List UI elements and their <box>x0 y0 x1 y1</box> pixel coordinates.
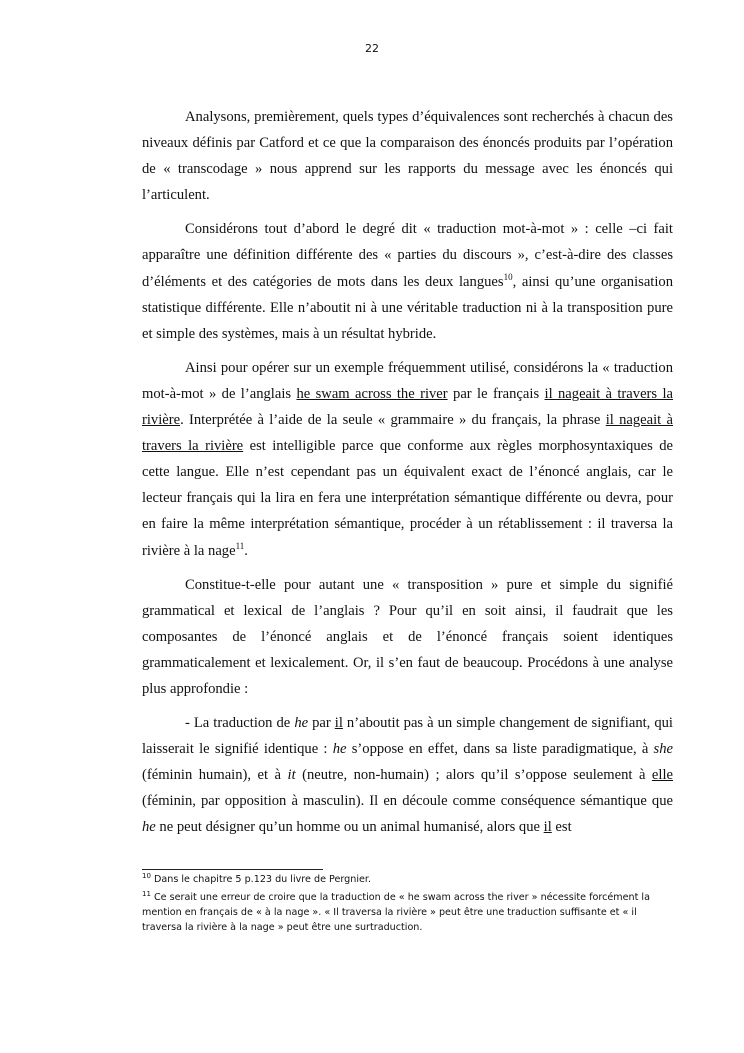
paragraph-3-text-c: . Interprétée à l’aide de la seule « grammaire » du français, la phrase <box>180 412 606 429</box>
paragraph-5-text-f: (neutre, non-humain) ; alors qu’il s’oppose seulement à <box>295 767 652 784</box>
paragraph-5-text-g: (féminin, par opposition à masculin). Il en découle comme conséquence sémantique que <box>142 793 673 810</box>
term-he: he <box>332 741 347 758</box>
paragraph-5-text-h: ne peut désigner qu’un homme ou un animal humanisé, alors que <box>155 819 544 836</box>
body-text <box>142 104 673 849</box>
paragraph-2 <box>142 216 673 346</box>
paragraph-1: Analysons, premièrement, quels types d’équivalences sont recherchés à chacun des niveaux définis par Catford et ce que la comparaison des énoncés produits par l’opération de « transcodage » nous apprend sur les rapports du message avec les énoncés qui l’articulent. <box>142 109 673 204</box>
paragraph-2-text-b: , ainsi qu’une organisation statistique différente. Elle n’aboutit ni à une véritable traduction ni à la transposition pure et simple des systèmes, mais à un résultat hybride. <box>142 273 673 342</box>
term-he: he <box>142 819 156 836</box>
term-it: it <box>287 767 296 784</box>
french-example-phrase-repeat: il nageait à travers la rivière <box>142 412 673 455</box>
french-example-phrase: il nageait à travers la rivière <box>142 385 673 429</box>
paragraph-5-text-c: n’aboutit pas à un simple changement de signifiant, qui laisserait le signifié identique : <box>142 715 673 758</box>
term-il: il <box>543 819 552 836</box>
footnote-number: 11 <box>142 889 151 898</box>
paragraph-3-text-b: par le français <box>447 385 545 402</box>
footnote-separator <box>142 869 323 870</box>
footnote-text: Ce serait une erreur de croire que la traduction de « he swam across the river » nécessite forcément la mention en français de « à la nage ». « Il traversa la rivière » peut être une traduction suffisante et « il traversa la rivière à la nage » peut être une surtraduction. <box>142 892 650 933</box>
term-he: he <box>294 715 309 732</box>
paragraph-5-text-e: (féminin humain), et à <box>142 767 288 784</box>
paragraph-3-text-a: Ainsi pour opérer sur un exemple fréquemment utilisé, considérons la « traduction mot-à-mot » de l’anglais <box>142 359 673 402</box>
paragraph-5-text-i: est <box>551 819 572 836</box>
paragraph-5-text-d: s’oppose en effet, dans sa liste paradigmatique, à <box>346 741 654 758</box>
paragraph-4: Constitue-t-elle pour autant une « transposition » pure et simple du signifié grammatical et lexical de l’anglais ? Pour qu’il en soit ainsi, il faudrait que les composantes de l’énoncé anglais et de l’énoncé français soient identiques grammaticalement et lexicalement. Or, il s’en faut de beaucoup. Procédons à une analyse plus approfondie : <box>142 576 673 697</box>
term-elle: elle <box>651 767 673 784</box>
paragraph-5-text-a: - La traduction de <box>185 715 295 732</box>
footnote-ref-11: 11 <box>235 540 245 551</box>
footnote-11 <box>142 890 675 935</box>
paragraph-5 <box>142 710 673 840</box>
paragraph-5-text-b: par <box>308 715 335 732</box>
footnote-10 <box>142 872 675 887</box>
footnote-text: Dans le chapitre 5 p.123 du livre de Pergnier. <box>150 874 372 885</box>
footnotes <box>142 872 675 938</box>
page-number: 22 <box>365 42 379 55</box>
term-she: she <box>653 741 674 758</box>
paragraph-2-text-a: Considérons tout d’abord le degré dit « traduction mot-à-mot » : celle –ci fait apparaître une définition différente des « parties du discours », c’est-à-dire des classes d’éléments et des catégories de mots dans les deux langues <box>142 221 673 290</box>
footnote-number: 10 <box>142 871 151 880</box>
term-il: il <box>334 715 343 732</box>
paragraph-3 <box>142 355 673 564</box>
footnote-ref-10: 10 <box>503 271 513 282</box>
english-example-phrase: he swam across the river <box>296 385 448 402</box>
paragraph-3-text-d: est intelligible parce que conforme aux règles morphosyntaxiques de cette langue. Elle n’est cependant pas un équivalent exact de l’énoncé anglais, car le lecteur français qui la lira en fera une interprétation sémantique différente ou devra, pour en faire la même interprétation sémantique, procéder à un rétablissement : il traversa la rivière à la nage <box>142 438 673 559</box>
paragraph-3-text-e: . <box>244 542 248 559</box>
